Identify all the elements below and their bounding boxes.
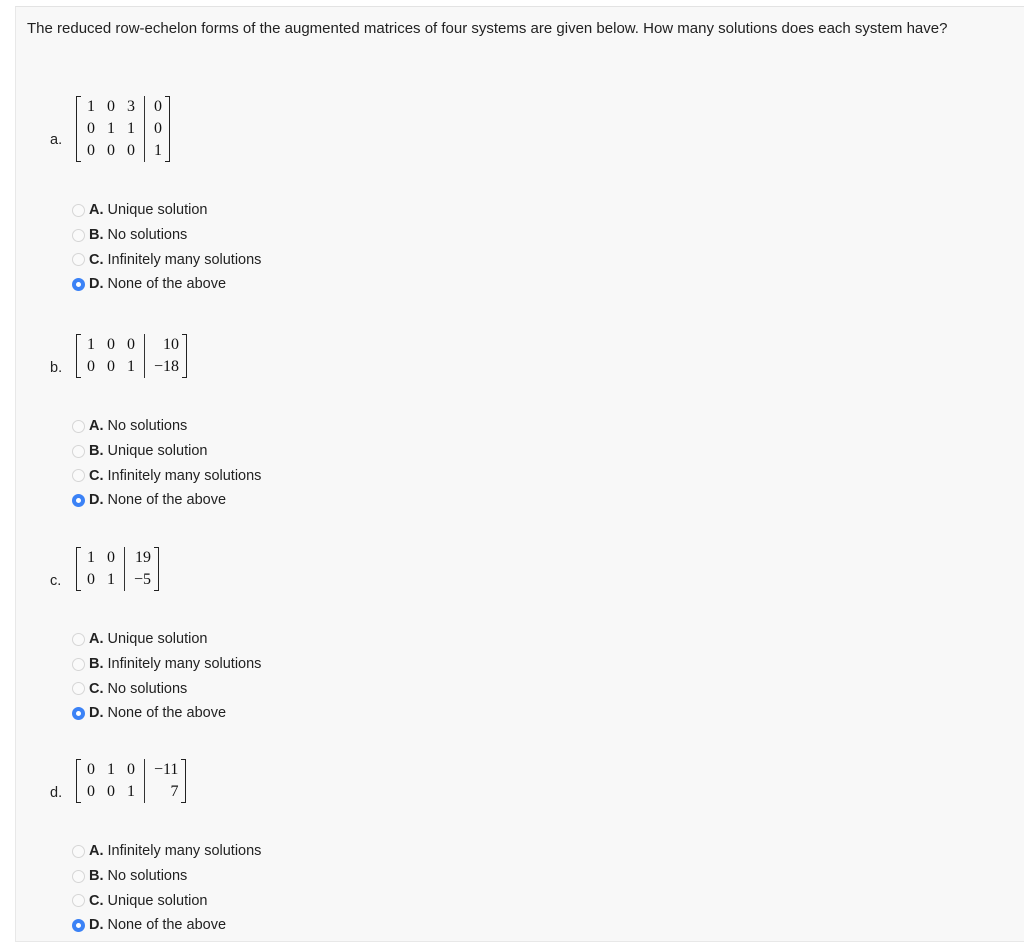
option-letter: B. xyxy=(89,868,104,885)
radio-button[interactable] xyxy=(72,633,85,646)
matrix-cell: 0 xyxy=(107,336,115,353)
matrix-cell: 19 xyxy=(135,549,152,566)
matrix-cell: 3 xyxy=(115,96,145,118)
matrix-cell: −11 xyxy=(154,761,179,778)
matrix-cell: 0 xyxy=(87,358,95,375)
option-text: No solutions xyxy=(107,418,188,435)
matrix-cell: 0 xyxy=(107,142,115,159)
matrix-table xyxy=(83,334,180,378)
matrix-cell: 0 xyxy=(115,759,145,781)
option-letter: D. xyxy=(89,492,104,509)
answer-options xyxy=(72,627,261,726)
matrix-row xyxy=(83,759,179,781)
option-text: Unique solution xyxy=(107,631,208,648)
option-text: None of the above xyxy=(107,276,227,293)
option-b[interactable] xyxy=(72,223,261,248)
matrix-cell: 0 xyxy=(87,571,95,588)
option-letter: D. xyxy=(89,276,104,293)
matrix-cell: 0 xyxy=(95,547,125,569)
option-letter: C. xyxy=(89,892,104,909)
matrix-row xyxy=(83,334,180,356)
option-text: Infinitely many solutions xyxy=(107,467,262,484)
matrix-cell: 0 xyxy=(115,334,145,356)
radio-button[interactable] xyxy=(72,894,85,907)
matrix-table xyxy=(83,759,179,803)
matrix-cell: 0 xyxy=(107,358,115,375)
option-b[interactable] xyxy=(72,652,261,677)
matrix-cell: 0 xyxy=(87,783,95,800)
matrix-row xyxy=(83,781,179,803)
option-a[interactable] xyxy=(72,414,261,439)
matrix-right-bracket xyxy=(182,334,187,378)
matrix-cell: 1 xyxy=(115,118,145,140)
option-letter: A. xyxy=(89,202,104,219)
part-label: c. xyxy=(50,573,62,589)
augmented-matrix xyxy=(76,759,186,803)
option-letter: D. xyxy=(89,705,104,722)
option-letter: D. xyxy=(89,917,104,934)
radio-button[interactable] xyxy=(72,420,85,433)
part-label: a. xyxy=(50,132,63,148)
radio-button[interactable] xyxy=(72,682,85,695)
matrix-cell: 0 xyxy=(87,761,95,778)
answer-options xyxy=(72,839,261,938)
matrix-cell: 0 xyxy=(107,98,115,115)
option-c[interactable] xyxy=(72,676,261,701)
matrix-cell: 1 xyxy=(115,781,145,803)
matrix-left-bracket xyxy=(76,334,81,378)
matrix-cell: 1 xyxy=(87,549,95,566)
matrix-cell: 0 xyxy=(115,140,145,162)
answer-options xyxy=(72,198,261,297)
matrix-row xyxy=(83,118,163,140)
matrix-row xyxy=(83,140,163,162)
radio-button[interactable] xyxy=(72,278,85,291)
matrix-left-bracket xyxy=(76,759,81,803)
matrix-cell: 0 xyxy=(154,98,162,115)
question-text: The reduced row-echelon forms of the augmented matrices of four systems are given below. How many solutions does each system have? xyxy=(27,20,948,37)
matrix-row xyxy=(83,547,152,569)
matrix-cell: 1 xyxy=(154,142,162,159)
option-letter: A. xyxy=(89,631,104,648)
matrix-table xyxy=(83,547,152,591)
augmented-matrix xyxy=(76,96,170,162)
answer-options xyxy=(72,414,261,513)
option-text: None of the above xyxy=(107,705,227,722)
option-letter: C. xyxy=(89,251,104,268)
radio-button[interactable] xyxy=(72,919,85,932)
option-d[interactable] xyxy=(72,488,261,513)
option-letter: A. xyxy=(89,843,104,860)
matrix-cell: 1 xyxy=(107,761,115,778)
augmented-matrix xyxy=(76,547,159,591)
option-text: None of the above xyxy=(107,917,227,934)
matrix-row xyxy=(83,96,163,118)
matrix-left-bracket xyxy=(76,96,81,162)
matrix-cell: 0 xyxy=(87,120,95,137)
radio-button[interactable] xyxy=(72,253,85,266)
option-c[interactable] xyxy=(72,247,261,272)
radio-button[interactable] xyxy=(72,845,85,858)
option-b[interactable] xyxy=(72,864,261,889)
part-label: d. xyxy=(50,785,63,801)
radio-button[interactable] xyxy=(72,870,85,883)
option-letter: C. xyxy=(89,680,104,697)
matrix-cell: −18 xyxy=(154,358,180,375)
option-a[interactable] xyxy=(72,839,261,864)
matrix-cell: 1 xyxy=(95,569,125,591)
matrix-cell: 0 xyxy=(154,120,162,137)
option-text: None of the above xyxy=(107,492,227,509)
option-text: No solutions xyxy=(107,868,188,885)
option-text: Infinitely many solutions xyxy=(107,656,262,673)
option-letter: B. xyxy=(89,656,104,673)
option-text: Unique solution xyxy=(107,202,208,219)
option-d[interactable] xyxy=(72,913,261,938)
option-text: Infinitely many solutions xyxy=(107,251,262,268)
matrix-cell: 0 xyxy=(107,783,115,800)
matrix-right-bracket xyxy=(181,759,186,803)
matrix-table xyxy=(83,96,163,162)
matrix-cell: 7 xyxy=(170,783,179,800)
option-letter: C. xyxy=(89,467,104,484)
matrix-cell: 1 xyxy=(87,98,95,115)
matrix-cell: 1 xyxy=(87,336,95,353)
matrix-right-bracket xyxy=(165,96,170,162)
part-label: b. xyxy=(50,360,63,376)
radio-button[interactable] xyxy=(72,494,85,507)
option-text: Unique solution xyxy=(107,443,208,460)
option-a[interactable] xyxy=(72,198,261,223)
matrix-row xyxy=(83,569,152,591)
matrix-row xyxy=(83,356,180,378)
option-letter: A. xyxy=(89,418,104,435)
matrix-cell: −5 xyxy=(134,571,152,588)
option-c[interactable] xyxy=(72,888,261,913)
augmented-matrix xyxy=(76,334,187,378)
option-c[interactable] xyxy=(72,463,261,488)
radio-button[interactable] xyxy=(72,707,85,720)
option-text: No solutions xyxy=(107,227,188,244)
option-text: Unique solution xyxy=(107,892,208,909)
radio-button[interactable] xyxy=(72,229,85,242)
option-d[interactable] xyxy=(72,701,261,726)
option-text: Infinitely many solutions xyxy=(107,843,262,860)
radio-button[interactable] xyxy=(72,658,85,671)
option-letter: B. xyxy=(89,443,104,460)
matrix-cell: 10 xyxy=(163,336,180,353)
option-text: No solutions xyxy=(107,680,188,697)
question-panel xyxy=(15,6,1024,942)
option-d[interactable] xyxy=(72,272,261,297)
radio-button[interactable] xyxy=(72,469,85,482)
matrix-left-bracket xyxy=(76,547,81,591)
matrix-cell: 1 xyxy=(115,356,145,378)
radio-button[interactable] xyxy=(72,204,85,217)
option-letter: B. xyxy=(89,227,104,244)
matrix-cell: 1 xyxy=(107,120,115,137)
matrix-right-bracket xyxy=(154,547,159,591)
radio-button[interactable] xyxy=(72,445,85,458)
option-a[interactable] xyxy=(72,627,261,652)
matrix-cell: 0 xyxy=(87,142,95,159)
option-b[interactable] xyxy=(72,439,261,464)
